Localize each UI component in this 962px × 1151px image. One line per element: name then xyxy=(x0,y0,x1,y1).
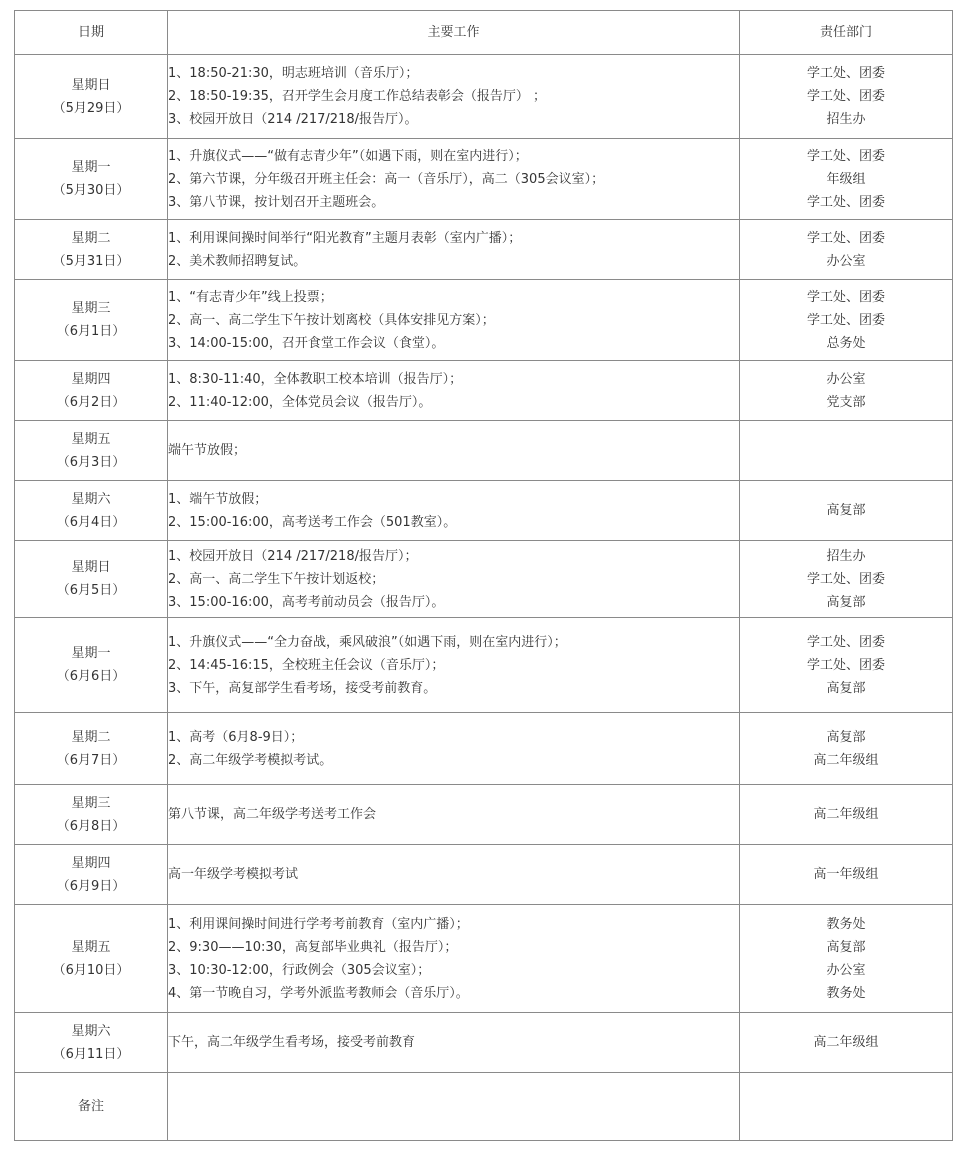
work-item: 4、第一节晚自习，学考外派监考教师会（音乐厅）。 xyxy=(168,985,469,1001)
dept-item: 学工处、团委 xyxy=(806,194,885,210)
date-cell xyxy=(15,618,168,713)
table-row xyxy=(15,220,953,280)
dept-item: 教务处 xyxy=(826,985,866,1001)
weekday-label: 星期四 xyxy=(71,855,111,871)
work-item: 端午节放假； xyxy=(168,443,247,458)
date-cell xyxy=(15,785,168,845)
weekday-label: 星期四 xyxy=(71,371,111,387)
table-row xyxy=(15,713,953,785)
date-label: （6月4日） xyxy=(56,514,126,530)
work-item: 2、9:30——10:30，高复部毕业典礼（报告厅）； xyxy=(168,939,458,955)
work-item: 1、端午节放假； xyxy=(168,491,268,507)
dept-cell xyxy=(740,280,953,361)
dept-item: 学工处、团委 xyxy=(806,571,885,587)
work-cell xyxy=(168,280,740,361)
dept-cell xyxy=(740,785,953,845)
dept-cell xyxy=(740,421,953,481)
work-item: 下午，高二年级学生看考场，接受考前教育 xyxy=(168,1035,416,1050)
date-cell xyxy=(15,713,168,785)
work-item: 1、升旗仪式——“做有志青少年”（如遇下雨，则在室内进行）； xyxy=(168,148,528,164)
table-row xyxy=(15,139,953,220)
date-label: （6月5日） xyxy=(56,583,126,598)
date-label: （5月30日） xyxy=(52,183,130,198)
work-item: 2、11:40-12:00，全体党员会议（报告厅）。 xyxy=(168,394,432,410)
dept-item: 高复部 xyxy=(826,680,866,696)
dept-item: 学工处、团委 xyxy=(806,148,885,164)
dept-item: 学工处、团委 xyxy=(806,657,885,673)
dept-item: 高复部 xyxy=(826,939,866,955)
table-row xyxy=(15,361,953,421)
work-item: 1、高考（6月8-9日）； xyxy=(168,729,304,745)
date-cell xyxy=(15,541,168,618)
dept-item: 总务处 xyxy=(826,335,866,351)
dept-item: 学工处、团委 xyxy=(806,89,885,104)
dept-item: 高一年级组 xyxy=(813,867,879,882)
header-row xyxy=(15,11,953,55)
remark-work-cell xyxy=(168,1073,740,1141)
work-cell xyxy=(168,1013,740,1073)
work-item: 2、15:00-16:00，高考送考工作会（501教室）。 xyxy=(168,514,457,530)
weekday-label: 星期日 xyxy=(71,560,111,575)
work-item: 3、15:00-16:00，高考考前动员会（报告厅）。 xyxy=(168,594,445,610)
dept-item: 招生办 xyxy=(826,112,866,127)
work-cell xyxy=(168,55,740,139)
dept-item: 年级组 xyxy=(826,171,866,187)
work-item: 第八节课，高二年级学考送考工作会 xyxy=(168,807,377,822)
date-label: （6月3日） xyxy=(56,454,126,470)
weekday-label: 星期二 xyxy=(71,729,111,745)
table-row xyxy=(15,1013,953,1073)
work-item: 1、8:30-11:40，全体教职工校本培训（报告厅）； xyxy=(168,371,463,387)
weekly-schedule-table xyxy=(14,10,953,1141)
weekday-label: 星期一 xyxy=(71,160,111,175)
work-cell xyxy=(168,845,740,905)
dept-item: 办公室 xyxy=(826,962,866,978)
dept-item: 教务处 xyxy=(826,916,866,932)
work-item: 2、高一、高二学生下午按计划返校； xyxy=(168,571,385,587)
work-cell xyxy=(168,618,740,713)
work-item: 高一年级学考模拟考试 xyxy=(168,867,299,882)
dept-cell xyxy=(740,55,953,139)
work-item: 2、美术教师招聘复试。 xyxy=(168,253,307,269)
work-item: 2、高二年级学考模拟考试。 xyxy=(168,752,333,768)
date-label: （6月10日） xyxy=(52,962,130,978)
dept-item: 办公室 xyxy=(826,371,866,387)
dept-item: 党支部 xyxy=(826,394,866,410)
date-cell xyxy=(15,1013,168,1073)
schedule-body xyxy=(15,55,953,1073)
dept-item: 学工处、团委 xyxy=(806,66,885,81)
dept-cell xyxy=(740,361,953,421)
dept-item: 学工处、团委 xyxy=(806,312,885,328)
date-cell xyxy=(15,55,168,139)
date-cell xyxy=(15,421,168,481)
dept-item: 高二年级组 xyxy=(813,752,879,768)
dept-item: 办公室 xyxy=(826,253,866,269)
work-item: 1、校园开放日（214 /217/218/报告厅）； xyxy=(168,548,418,564)
dept-cell xyxy=(740,1013,953,1073)
work-item: 1、18:50-21:30，明志班培训（音乐厅）； xyxy=(168,66,419,81)
work-item: 3、校园开放日（214 /217/218/报告厅）。 xyxy=(168,112,418,127)
work-cell xyxy=(168,139,740,220)
date-cell xyxy=(15,220,168,280)
table-row xyxy=(15,481,953,541)
dept-cell xyxy=(740,845,953,905)
work-cell xyxy=(168,421,740,481)
weekday-label: 星期五 xyxy=(71,939,111,955)
dept-item: 高复部 xyxy=(826,503,866,518)
date-cell xyxy=(15,905,168,1013)
dept-item: 学工处、团委 xyxy=(806,230,885,246)
table-row xyxy=(15,421,953,481)
date-cell xyxy=(15,481,168,541)
work-item: 2、高一、高二学生下午按计划离校（具体安排见方案）； xyxy=(168,312,495,328)
work-item: 3、10:30-12:00，行政例会（305会议室）； xyxy=(168,962,431,978)
remark-dept-cell xyxy=(740,1073,953,1141)
work-item: 1、“有志青少年”线上投票； xyxy=(168,289,333,305)
table-row xyxy=(15,280,953,361)
work-item: 3、第八节课，按计划召开主题班会。 xyxy=(168,194,385,210)
table-row xyxy=(15,845,953,905)
table-row xyxy=(15,541,953,618)
header-date: 日期 xyxy=(15,11,168,55)
dept-cell xyxy=(740,220,953,280)
table-row xyxy=(15,55,953,139)
work-cell xyxy=(168,541,740,618)
work-item: 1、利用课间操时间进行学考考前教育（室内广播）； xyxy=(168,916,469,932)
dept-cell xyxy=(740,905,953,1013)
date-cell xyxy=(15,845,168,905)
date-label: （5月31日） xyxy=(52,253,130,269)
weekday-label: 星期二 xyxy=(71,230,111,246)
work-cell xyxy=(168,905,740,1013)
dept-item: 高复部 xyxy=(826,729,866,745)
date-cell xyxy=(15,139,168,220)
dept-item: 高二年级组 xyxy=(813,807,879,822)
dept-item: 高复部 xyxy=(826,594,866,610)
date-label: （6月1日） xyxy=(56,324,126,339)
date-label: （6月9日） xyxy=(56,878,126,894)
dept-cell xyxy=(740,139,953,220)
weekday-label: 星期日 xyxy=(71,77,111,93)
weekday-label: 星期三 xyxy=(71,301,111,316)
dept-cell xyxy=(740,618,953,713)
date-label: （6月11日） xyxy=(52,1046,130,1062)
dept-cell xyxy=(740,541,953,618)
work-cell xyxy=(168,713,740,785)
dept-item: 学工处、团委 xyxy=(806,289,885,305)
work-item: 1、升旗仪式——“全力奋战，乘风破浪”（如遇下雨，则在室内进行）； xyxy=(168,634,567,650)
weekday-label: 星期一 xyxy=(71,646,111,661)
work-item: 2、14:45-16:15，全校班主任会议（音乐厅）； xyxy=(168,657,445,673)
work-item: 2、18:50-19:35，召开学生会月度工作总结表彰会（报告厅） ； xyxy=(168,89,547,104)
work-cell xyxy=(168,481,740,541)
work-item: 1、利用课间操时间举行“阳光教育”主题月表彰（室内广播）； xyxy=(168,230,522,246)
work-cell xyxy=(168,361,740,421)
date-cell xyxy=(15,280,168,361)
date-label: （5月29日） xyxy=(52,100,130,116)
table-row xyxy=(15,905,953,1013)
work-cell xyxy=(168,220,740,280)
date-label: （6月2日） xyxy=(56,394,126,410)
dept-cell xyxy=(740,481,953,541)
table-row xyxy=(15,785,953,845)
remark-row xyxy=(15,1073,953,1141)
weekday-label: 星期五 xyxy=(71,431,111,447)
date-label: （6月8日） xyxy=(56,818,126,834)
remark-label: 备注 xyxy=(15,1073,168,1141)
work-cell xyxy=(168,785,740,845)
dept-item: 高二年级组 xyxy=(813,1035,879,1050)
header-dept: 责任部门 xyxy=(740,11,953,55)
dept-item: 学工处、团委 xyxy=(806,634,885,650)
weekday-label: 星期六 xyxy=(71,1023,111,1039)
work-item: 3、下午，高复部学生看考场，接受考前教育。 xyxy=(168,680,437,696)
weekday-label: 星期三 xyxy=(71,795,111,811)
date-label: （6月7日） xyxy=(56,752,126,768)
date-label: （6月6日） xyxy=(56,669,126,684)
date-cell xyxy=(15,361,168,421)
table-row xyxy=(15,618,953,713)
header-work: 主要工作 xyxy=(168,11,740,55)
dept-cell xyxy=(740,713,953,785)
work-item: 3、14:00-15:00，召开食堂工作会议（食堂）。 xyxy=(168,335,445,351)
work-item: 2、第六节课，分年级召开班主任会：高一（音乐厅），高二（305会议室）； xyxy=(168,171,605,187)
weekday-label: 星期六 xyxy=(71,491,111,507)
dept-item: 招生办 xyxy=(826,548,866,564)
